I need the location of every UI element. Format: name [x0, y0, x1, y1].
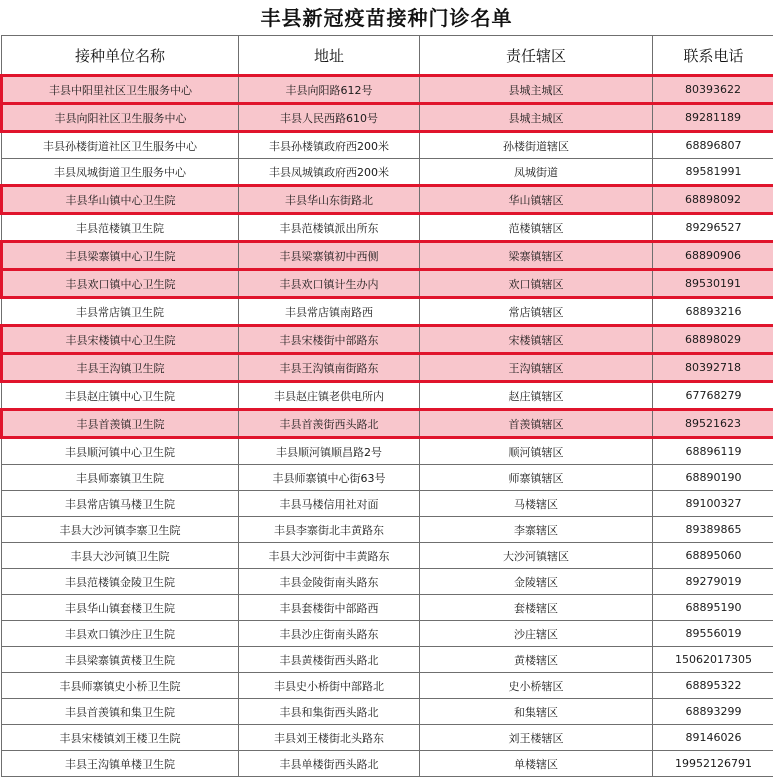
cell-district: 李寨辖区	[420, 517, 653, 543]
column-header-district: 责任辖区	[420, 36, 653, 76]
cell-unit-name: 丰县范楼镇金陵卫生院	[2, 569, 239, 595]
cell-phone: 89581991	[653, 159, 773, 186]
cell-unit-name: 丰县梁寨镇中心卫生院	[2, 242, 239, 270]
cell-phone: 68895190	[653, 595, 773, 621]
table-row	[2, 298, 773, 326]
cell-phone: 68896119	[653, 438, 773, 465]
table-row-highlighted	[2, 242, 773, 270]
cell-phone: 68898029	[653, 326, 773, 354]
cell-phone: 68890190	[653, 465, 773, 491]
cell-address: 丰县向阳路612号	[239, 76, 420, 104]
table-row	[2, 621, 773, 647]
cell-address: 丰县华山东街路北	[239, 186, 420, 214]
cell-address: 丰县师寨镇中心街63号	[239, 465, 420, 491]
cell-unit-name: 丰县宋楼镇刘王楼卫生院	[2, 725, 239, 751]
cell-address: 丰县顺河镇顺昌路2号	[239, 438, 420, 465]
cell-unit-name: 丰县顺河镇中心卫生院	[2, 438, 239, 465]
cell-phone: 15062017305	[653, 647, 773, 673]
cell-address: 丰县史小桥街中部路北	[239, 673, 420, 699]
cell-unit-name: 丰县中阳里社区卫生服务中心	[2, 76, 239, 104]
cell-district: 凤城街道	[420, 159, 653, 186]
cell-phone: 19952126791	[653, 751, 773, 777]
cell-unit-name: 丰县师寨镇史小桥卫生院	[2, 673, 239, 699]
cell-unit-name: 丰县首羡镇卫生院	[2, 410, 239, 438]
cell-unit-name: 丰县首羡镇和集卫生院	[2, 699, 239, 725]
cell-phone: 89530191	[653, 270, 773, 298]
cell-district: 师寨镇辖区	[420, 465, 653, 491]
cell-phone: 89100327	[653, 491, 773, 517]
cell-district: 范楼镇辖区	[420, 214, 653, 242]
table-row	[2, 751, 773, 777]
cell-district: 欢口镇辖区	[420, 270, 653, 298]
cell-unit-name: 丰县欢口镇沙庄卫生院	[2, 621, 239, 647]
cell-address: 丰县首羡街西头路北	[239, 410, 420, 438]
cell-phone: 68890906	[653, 242, 773, 270]
cell-address: 丰县刘王楼街北头路东	[239, 725, 420, 751]
cell-phone: 89279019	[653, 569, 773, 595]
cell-address: 丰县常店镇南路西	[239, 298, 420, 326]
cell-unit-name: 丰县华山镇套楼卫生院	[2, 595, 239, 621]
cell-unit-name: 丰县范楼镇卫生院	[2, 214, 239, 242]
cell-phone: 67768279	[653, 382, 773, 410]
cell-phone: 89281189	[653, 104, 773, 132]
cell-unit-name: 丰县华山镇中心卫生院	[2, 186, 239, 214]
document-title: 丰县新冠疫苗接种门诊名单	[260, 6, 513, 30]
cell-district: 王沟镇辖区	[420, 354, 653, 382]
cell-district: 县城主城区	[420, 104, 653, 132]
table-row	[2, 595, 773, 621]
cell-phone: 68898092	[653, 186, 773, 214]
cell-address: 丰县范楼镇派出所东	[239, 214, 420, 242]
cell-address: 丰县凤城镇政府西200米	[239, 159, 420, 186]
cell-unit-name: 丰县宋楼镇中心卫生院	[2, 326, 239, 354]
cell-phone: 68896807	[653, 132, 773, 159]
cell-address: 丰县赵庄镇老供电所内	[239, 382, 420, 410]
cell-unit-name: 丰县大沙河镇卫生院	[2, 543, 239, 569]
table-row	[2, 699, 773, 725]
cell-address: 丰县沙庄街南头路东	[239, 621, 420, 647]
cell-district: 黄楼辖区	[420, 647, 653, 673]
cell-district: 赵庄镇辖区	[420, 382, 653, 410]
table-header-row	[2, 36, 773, 76]
cell-unit-name: 丰县欢口镇中心卫生院	[2, 270, 239, 298]
cell-address: 丰县孙楼镇政府西200米	[239, 132, 420, 159]
table-row	[2, 465, 773, 491]
cell-unit-name: 丰县王沟镇单楼卫生院	[2, 751, 239, 777]
cell-address: 丰县梁寨镇初中西侧	[239, 242, 420, 270]
cell-district: 顺河镇辖区	[420, 438, 653, 465]
table-row	[2, 132, 773, 159]
cell-address: 丰县王沟镇南街路东	[239, 354, 420, 382]
cell-unit-name: 丰县向阳社区卫生服务中心	[2, 104, 239, 132]
cell-unit-name: 丰县师寨镇卫生院	[2, 465, 239, 491]
table-row	[2, 543, 773, 569]
cell-unit-name: 丰县常店镇卫生院	[2, 298, 239, 326]
cell-unit-name: 丰县赵庄镇中心卫生院	[2, 382, 239, 410]
cell-district: 和集辖区	[420, 699, 653, 725]
clinic-table	[0, 35, 773, 777]
cell-unit-name: 丰县大沙河镇李寨卫生院	[2, 517, 239, 543]
cell-phone: 80392718	[653, 354, 773, 382]
cell-district: 单楼辖区	[420, 751, 653, 777]
cell-phone: 68895322	[653, 673, 773, 699]
cell-district: 沙庄辖区	[420, 621, 653, 647]
table-row	[2, 438, 773, 465]
table-row-highlighted	[2, 354, 773, 382]
cell-district: 梁寨镇辖区	[420, 242, 653, 270]
table-body	[2, 76, 773, 777]
cell-address: 丰县李寨街北丰黄路东	[239, 517, 420, 543]
cell-phone: 68893216	[653, 298, 773, 326]
table-row-highlighted	[2, 410, 773, 438]
table-row	[2, 725, 773, 751]
table-row	[2, 517, 773, 543]
cell-unit-name: 丰县梁寨镇黄楼卫生院	[2, 647, 239, 673]
cell-district: 金陵辖区	[420, 569, 653, 595]
cell-address: 丰县欢口镇计生办内	[239, 270, 420, 298]
table-row-highlighted	[2, 326, 773, 354]
cell-unit-name: 丰县凤城街道卫生服务中心	[2, 159, 239, 186]
cell-phone: 89556019	[653, 621, 773, 647]
cell-unit-name: 丰县王沟镇卫生院	[2, 354, 239, 382]
cell-address: 丰县金陵街南头路东	[239, 569, 420, 595]
cell-district: 史小桥辖区	[420, 673, 653, 699]
cell-district: 马楼辖区	[420, 491, 653, 517]
table-row	[2, 159, 773, 186]
cell-unit-name: 丰县孙楼街道社区卫生服务中心	[2, 132, 239, 159]
table-row	[2, 647, 773, 673]
cell-district: 常店镇辖区	[420, 298, 653, 326]
table-row	[2, 569, 773, 595]
cell-phone: 68893299	[653, 699, 773, 725]
table-row	[2, 491, 773, 517]
column-header-phone: 联系电话	[653, 36, 773, 76]
cell-district: 首羡镇辖区	[420, 410, 653, 438]
table-row	[2, 673, 773, 699]
cell-address: 丰县和集街西头路北	[239, 699, 420, 725]
cell-address: 丰县马楼信用社对面	[239, 491, 420, 517]
table-row-highlighted	[2, 270, 773, 298]
table-row-highlighted	[2, 186, 773, 214]
cell-phone: 89521623	[653, 410, 773, 438]
cell-address: 丰县单楼街西头路北	[239, 751, 420, 777]
table-row-highlighted	[2, 104, 773, 132]
cell-phone: 89389865	[653, 517, 773, 543]
cell-district: 宋楼镇辖区	[420, 326, 653, 354]
cell-unit-name: 丰县常店镇马楼卫生院	[2, 491, 239, 517]
cell-phone: 89146026	[653, 725, 773, 751]
cell-district: 县城主城区	[420, 76, 653, 104]
column-header-address: 地址	[239, 36, 420, 76]
cell-district: 刘王楼辖区	[420, 725, 653, 751]
cell-address: 丰县人民西路610号	[239, 104, 420, 132]
cell-phone: 80393622	[653, 76, 773, 104]
cell-district: 套楼辖区	[420, 595, 653, 621]
cell-district: 华山镇辖区	[420, 186, 653, 214]
cell-address: 丰县套楼街中部路西	[239, 595, 420, 621]
table-row-highlighted	[2, 76, 773, 104]
table-row	[2, 214, 773, 242]
cell-phone: 68895060	[653, 543, 773, 569]
cell-district: 孙楼街道辖区	[420, 132, 653, 159]
cell-phone: 89296527	[653, 214, 773, 242]
cell-district: 大沙河镇辖区	[420, 543, 653, 569]
cell-address: 丰县宋楼街中部路东	[239, 326, 420, 354]
table-row	[2, 382, 773, 410]
column-header-unit-name: 接种单位名称	[2, 36, 239, 76]
cell-address: 丰县黄楼街西头路北	[239, 647, 420, 673]
cell-address: 丰县大沙河街中丰黄路东	[239, 543, 420, 569]
